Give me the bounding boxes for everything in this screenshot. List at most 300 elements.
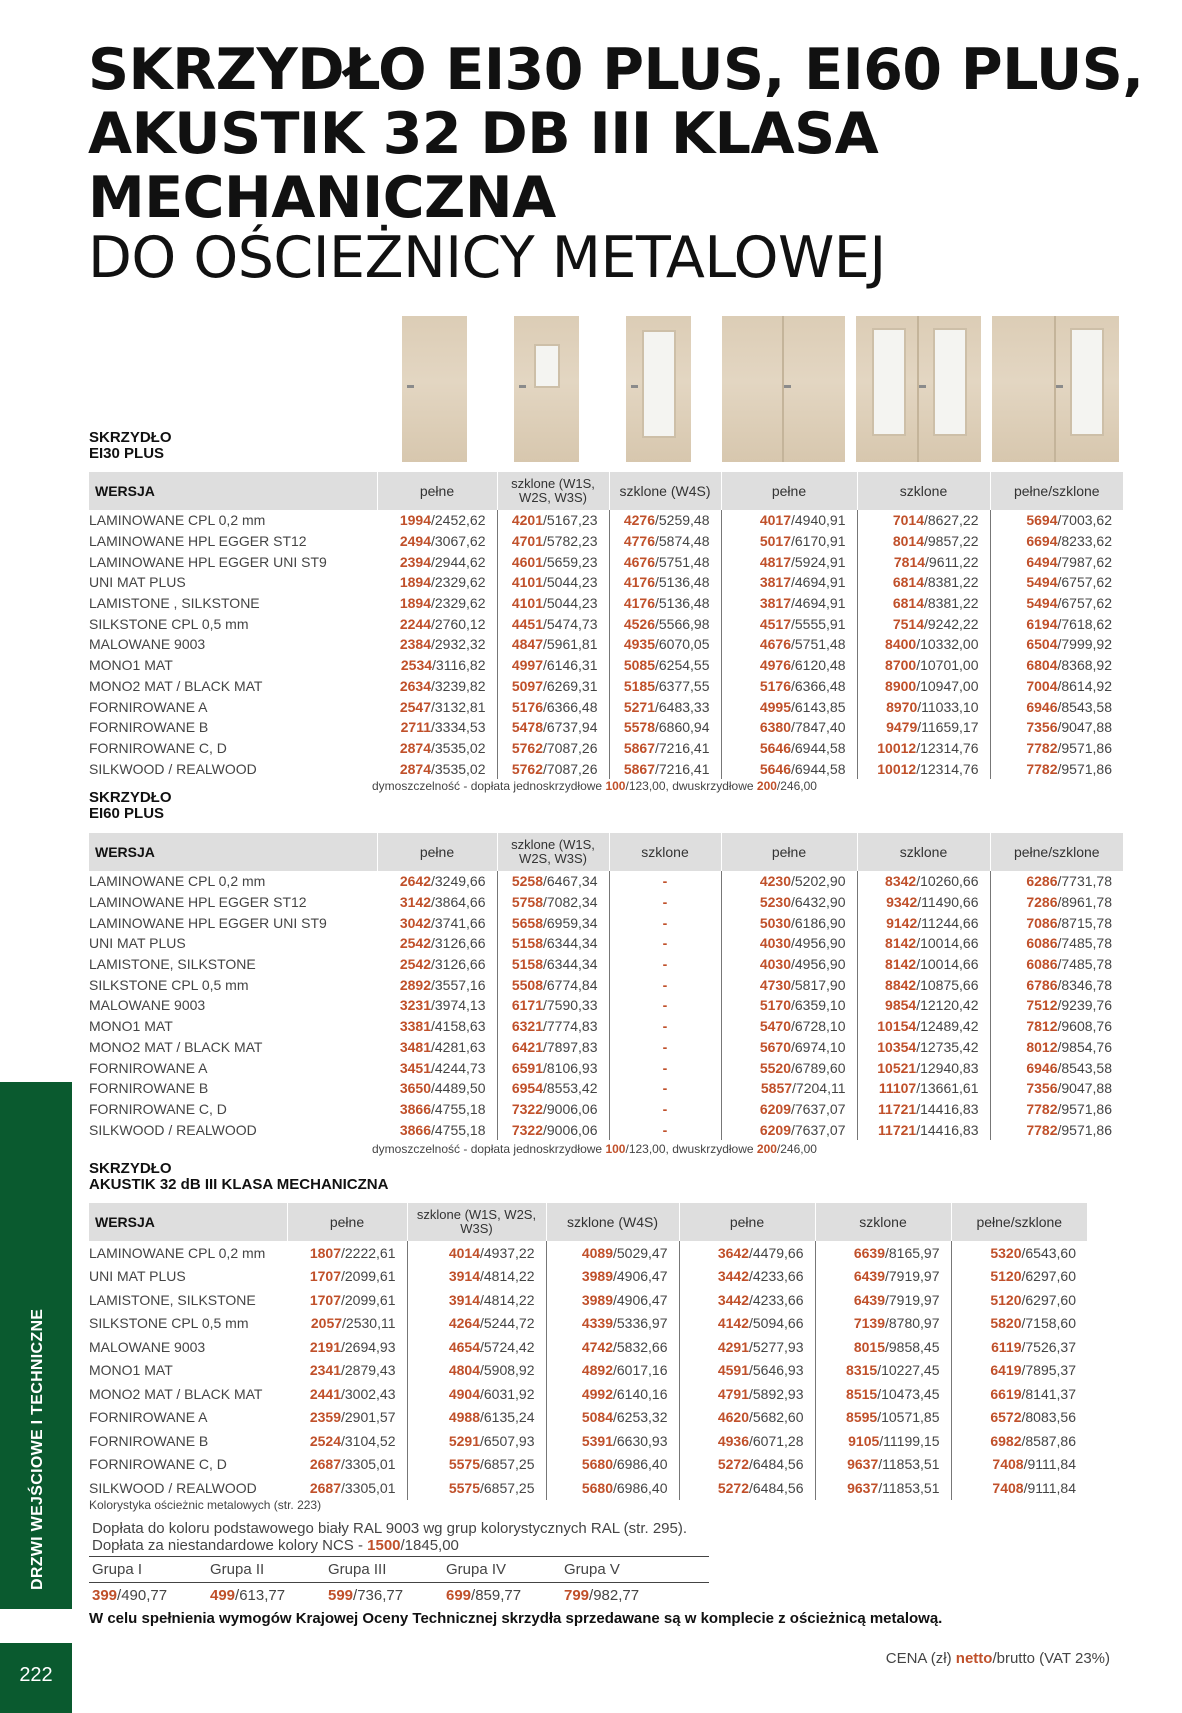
price-gross: /6297,60 xyxy=(1021,1268,1076,1285)
table-row xyxy=(89,871,1123,892)
price-net: 4601 xyxy=(511,553,543,570)
price-cell xyxy=(857,738,990,759)
section-title-ei60: SKRZYDŁO EI60 PLUS xyxy=(89,789,172,822)
price-net: 8014 xyxy=(892,533,924,550)
price-net: 3650 xyxy=(399,1080,431,1097)
price-gross: /6737,94 xyxy=(543,719,598,736)
price-cell xyxy=(497,995,609,1016)
price-cell xyxy=(407,1476,546,1500)
price-gross: /5782,23 xyxy=(543,533,598,550)
price-net: 3442 xyxy=(717,1291,749,1308)
price-gross: /8106,93 xyxy=(543,1059,598,1076)
table-header xyxy=(89,1203,1087,1241)
price-net: 5158 xyxy=(511,935,543,952)
price-gross: /6344,34 xyxy=(543,935,598,952)
price-cell xyxy=(990,912,1123,933)
price-cell xyxy=(951,1359,1087,1383)
smoke-tightness-note: dymoszczelność - dopłata jednoskrzydłowe 100/123,00, dwuskrzydłowe 200/246,00 xyxy=(372,1142,817,1156)
price-gross: /5244,72 xyxy=(480,1315,535,1332)
price-cell xyxy=(721,933,857,954)
row-label: FORNIROWANE B xyxy=(89,1080,209,1097)
price-net: 5670 xyxy=(759,1038,791,1055)
color-group-table xyxy=(89,1556,709,1609)
table-row xyxy=(89,1288,1087,1312)
price-net: 2892 xyxy=(399,976,431,993)
price-net: 6194 xyxy=(1026,615,1058,632)
price-cell xyxy=(990,696,1123,717)
price-gross: /5336,97 xyxy=(613,1315,668,1332)
price-gross: /2222,61 xyxy=(341,1244,396,1261)
table-row xyxy=(89,1119,1123,1140)
price-gross: /8543,58 xyxy=(1057,698,1112,715)
price-cell xyxy=(857,717,990,738)
price-gross: /5892,93 xyxy=(749,1385,804,1402)
price-net: 4676 xyxy=(759,636,791,653)
door-image-glass-w4s xyxy=(626,316,691,462)
price-net: 3989 xyxy=(581,1291,613,1308)
price-net: 2642 xyxy=(399,873,431,890)
price-gross: /7618,62 xyxy=(1057,615,1112,632)
price-cell xyxy=(546,1406,679,1430)
price-net: 4892 xyxy=(581,1362,613,1379)
price-gross: /7485,78 xyxy=(1057,935,1112,952)
price-net: 9105 xyxy=(848,1432,880,1449)
price-gross: /10571,85 xyxy=(877,1409,940,1426)
price-net: 5758 xyxy=(511,894,543,911)
table-row xyxy=(89,892,1123,913)
price-cell-empty: - xyxy=(609,912,721,933)
price-cell xyxy=(721,531,857,552)
price-cell xyxy=(609,676,721,697)
price-gross: /10260,66 xyxy=(916,873,979,890)
price-cell xyxy=(377,1037,497,1058)
price-cell xyxy=(407,1429,546,1453)
column-header: szklone xyxy=(857,472,990,510)
price-cell xyxy=(609,572,721,593)
price-cell xyxy=(857,593,990,614)
price-cell xyxy=(609,593,721,614)
table-header xyxy=(89,472,1123,510)
price-net: 5494 xyxy=(1026,595,1058,612)
price-net: 9342 xyxy=(886,894,918,911)
price-cell xyxy=(721,613,857,634)
price-cell xyxy=(951,1453,1087,1477)
price-gross: /9111,84 xyxy=(1023,1479,1076,1496)
price-cell xyxy=(377,1119,497,1140)
price-gross: /9047,88 xyxy=(1057,719,1112,736)
price-cell xyxy=(377,634,497,655)
price-cell xyxy=(546,1453,679,1477)
price-cell xyxy=(377,892,497,913)
price-gross: /13661,61 xyxy=(916,1080,979,1097)
price-gross: /6254,55 xyxy=(655,657,710,674)
price-gross: /4906,47 xyxy=(613,1268,668,1285)
group-price: 499/613,77 xyxy=(210,1587,286,1605)
price-net: 6639 xyxy=(853,1244,885,1261)
price-gross: /7082,34 xyxy=(543,894,598,911)
price-cell xyxy=(721,696,857,717)
price-net: 6209 xyxy=(759,1121,791,1138)
price-cell xyxy=(287,1241,407,1265)
price-net: 2534 xyxy=(400,657,433,674)
row-label: LAMINOWANE HPL EGGER UNI ST9 xyxy=(89,553,327,570)
row-label: FORNIROWANE A xyxy=(89,1409,208,1426)
price-net: 5158 xyxy=(511,956,543,973)
group-label: Grupa V xyxy=(564,1561,620,1578)
price-cell xyxy=(377,1057,497,1078)
price-net: 4030 xyxy=(759,956,791,973)
price-table-ei60 xyxy=(89,833,1123,1140)
table-row xyxy=(89,1382,1087,1406)
price-net: 6946 xyxy=(1026,698,1058,715)
price-net: 7782 xyxy=(1026,1121,1058,1138)
price-cell xyxy=(815,1335,951,1359)
row-label: MONO1 MAT xyxy=(89,657,173,674)
price-cell xyxy=(377,531,497,552)
price-cell xyxy=(815,1265,951,1289)
table-row xyxy=(89,1312,1087,1336)
row-label: MONO1 MAT xyxy=(89,1018,173,1035)
price-gross: /2944,62 xyxy=(431,553,486,570)
price-net: 6321 xyxy=(511,1018,543,1035)
price-cell xyxy=(497,655,609,676)
column-header: pełne xyxy=(679,1203,815,1241)
price-net: 4997 xyxy=(511,657,543,674)
price-cell xyxy=(721,995,857,1016)
price-gross: /4479,66 xyxy=(749,1244,804,1261)
price-net: 5680 xyxy=(581,1456,613,1473)
price-gross: /7637,07 xyxy=(791,1100,846,1117)
price-cell xyxy=(497,1078,609,1099)
price-gross: /11490,66 xyxy=(917,894,979,911)
price-net: 5120 xyxy=(990,1291,1022,1308)
price-net: 3817 xyxy=(759,574,791,591)
table-row xyxy=(89,531,1123,552)
price-cell xyxy=(721,717,857,738)
group-label: Grupa I xyxy=(92,1561,143,1578)
price-net: 5120 xyxy=(990,1268,1022,1285)
price-cell xyxy=(815,1476,951,1500)
price-cell xyxy=(407,1406,546,1430)
price-net: 4804 xyxy=(448,1362,480,1379)
price-net: 3481 xyxy=(399,1038,431,1055)
price-gross: /12120,42 xyxy=(916,997,979,1014)
price-cell xyxy=(497,531,609,552)
price-cell xyxy=(377,676,497,697)
price-cell xyxy=(287,1265,407,1289)
price-gross: /6789,60 xyxy=(791,1059,846,1076)
column-header: szklone (W1S, W2S, W3S) xyxy=(497,833,609,871)
price-gross: /6974,10 xyxy=(791,1038,846,1055)
price-cell xyxy=(609,613,721,634)
group-label: Grupa III xyxy=(328,1561,387,1578)
price-net: 4291 xyxy=(717,1338,749,1355)
price-cell xyxy=(407,1288,546,1312)
price-net: 5291 xyxy=(448,1432,480,1449)
price-gross: /8627,22 xyxy=(924,512,979,529)
price-gross: /2452,62 xyxy=(431,512,486,529)
price-net: 8342 xyxy=(885,873,917,890)
door-image-double-full xyxy=(722,316,845,462)
price-cell xyxy=(951,1288,1087,1312)
price-cell xyxy=(679,1288,815,1312)
table-row xyxy=(89,634,1123,655)
column-header-version: WERSJA xyxy=(89,472,377,510)
price-gross: /8553,42 xyxy=(543,1080,598,1097)
price-net: 5575 xyxy=(448,1456,480,1473)
price-cell xyxy=(951,1265,1087,1289)
page-subtitle: DO OŚCIEŻNICY METALOWEJ xyxy=(88,225,886,291)
price-gross: /4694,91 xyxy=(791,595,846,612)
column-header: szklone xyxy=(609,833,721,871)
price-net: 4701 xyxy=(511,533,543,550)
price-gross: /3305,01 xyxy=(341,1456,396,1473)
price-net: 4030 xyxy=(759,935,791,952)
price-gross: /7087,26 xyxy=(543,760,598,777)
price-cell xyxy=(377,871,497,892)
price-gross: /10332,00 xyxy=(916,636,979,653)
price-gross: /3126,66 xyxy=(431,956,486,973)
price-cell-empty: - xyxy=(609,933,721,954)
price-cell xyxy=(497,933,609,954)
price-gross: /6860,94 xyxy=(655,719,710,736)
page-title: SKRZYDŁO EI30 PLUS, EI60 PLUS, AKUSTIK 32 DB III KLASA MECHANICZNA xyxy=(88,37,1144,231)
price-cell xyxy=(377,510,497,531)
row-label: LAMINOWANE HPL EGGER UNI ST9 xyxy=(89,914,327,931)
group-labels-row xyxy=(89,1557,709,1583)
table-row xyxy=(89,738,1123,759)
price-net: 4176 xyxy=(623,595,655,612)
price-net: 3442 xyxy=(717,1268,749,1285)
door-image-full xyxy=(402,316,467,462)
price-net: 2687 xyxy=(309,1479,341,1496)
price-gross: /6959,34 xyxy=(543,914,598,931)
price-gross: /3002,43 xyxy=(341,1385,396,1402)
price-cell xyxy=(951,1312,1087,1336)
price-gross: /5961,81 xyxy=(543,636,598,653)
price-cell xyxy=(679,1335,815,1359)
price-net: 5857 xyxy=(760,1080,793,1097)
price-net: 2874 xyxy=(399,739,431,756)
section-title-akustik: SKRZYDŁO AKUSTIK 32 dB III KLASA MECHANICZNA xyxy=(89,1160,389,1193)
price-gross: /6484,56 xyxy=(749,1456,804,1473)
price-net: 7014 xyxy=(892,512,924,529)
price-gross: /9047,88 xyxy=(1057,1080,1112,1097)
price-net: 5097 xyxy=(511,677,543,694)
price-gross: /6986,40 xyxy=(613,1479,668,1496)
table-row xyxy=(89,551,1123,572)
price-cell xyxy=(497,572,609,593)
table-row xyxy=(89,758,1123,779)
price-net: 1894 xyxy=(399,574,431,591)
price-cell xyxy=(990,593,1123,614)
price-cell xyxy=(497,1119,609,1140)
row-label: FORNIROWANE A xyxy=(89,698,208,715)
price-cell xyxy=(377,912,497,933)
price-gross: /6170,91 xyxy=(791,533,846,550)
price-gross: /11033,10 xyxy=(917,698,979,715)
row-label: LAMINOWANE CPL 0,2 mm xyxy=(89,512,266,529)
row-label: LAMINOWANE CPL 0,2 mm xyxy=(89,1244,266,1261)
price-gross: /3239,82 xyxy=(431,677,486,694)
price-cell xyxy=(721,676,857,697)
price-gross: /9611,22 xyxy=(925,553,979,570)
column-header: szklone (W1S, W2S, W3S) xyxy=(497,472,609,510)
price-cell xyxy=(990,1099,1123,1120)
price-gross: /5724,42 xyxy=(480,1338,535,1355)
price-cell xyxy=(815,1241,951,1265)
price-net: 2524 xyxy=(309,1432,341,1449)
price-cell xyxy=(407,1359,546,1383)
price-net: 4017 xyxy=(759,512,791,529)
price-cell xyxy=(857,634,990,655)
price-net: 2191 xyxy=(309,1338,341,1355)
price-net: 4591 xyxy=(717,1362,749,1379)
price-cell xyxy=(497,717,609,738)
price-cell xyxy=(990,676,1123,697)
price-cell xyxy=(546,1429,679,1453)
price-cell xyxy=(377,995,497,1016)
group-label: Grupa IV xyxy=(446,1561,507,1578)
price-gross: /10875,66 xyxy=(916,976,979,993)
price-net: 8700 xyxy=(885,657,917,674)
price-gross: /7485,78 xyxy=(1057,956,1112,973)
price-cell xyxy=(990,954,1123,975)
price-gross: /9006,06 xyxy=(543,1121,598,1138)
price-cell xyxy=(546,1382,679,1406)
row-label: MONO2 MAT / BLACK MAT xyxy=(89,1385,263,1402)
price-net: 6086 xyxy=(1026,935,1058,952)
price-cell xyxy=(990,1037,1123,1058)
price-cell xyxy=(287,1476,407,1500)
price-net: 4101 xyxy=(511,574,543,591)
row-label: FORNIROWANE A xyxy=(89,1059,208,1076)
price-net: 9142 xyxy=(886,914,918,931)
price-gross: /5136,48 xyxy=(655,574,710,591)
price-gross: /7637,07 xyxy=(791,1121,846,1138)
price-cell xyxy=(679,1453,815,1477)
price-net: 6814 xyxy=(892,574,924,591)
price-net: 2341 xyxy=(309,1362,341,1379)
price-gross: /2694,93 xyxy=(341,1338,396,1355)
price-cell xyxy=(679,1241,815,1265)
column-header: pełne/szklone xyxy=(990,833,1123,871)
row-label: FORNIROWANE C, D xyxy=(89,1456,227,1473)
price-cell xyxy=(857,758,990,779)
price-net: 4742 xyxy=(581,1338,613,1355)
price-table-akustik xyxy=(89,1203,1087,1500)
price-net: 1994 xyxy=(399,512,431,529)
row-label: FORNIROWANE B xyxy=(89,1432,209,1449)
price-cell xyxy=(546,1241,679,1265)
price-gross: /5751,48 xyxy=(655,553,710,570)
price-gross: /5874,48 xyxy=(655,533,710,550)
price-cell xyxy=(407,1382,546,1406)
price-net: 5494 xyxy=(1026,574,1058,591)
table-row xyxy=(89,1359,1087,1383)
row-label: UNI MAT PLUS xyxy=(89,1268,186,1285)
price-net: 8142 xyxy=(885,956,917,973)
price-cell xyxy=(857,613,990,634)
price-net: 2687 xyxy=(309,1456,341,1473)
price-net: 5176 xyxy=(511,698,543,715)
price-cell xyxy=(497,510,609,531)
price-net: 6421 xyxy=(511,1038,543,1055)
price-net: 8515 xyxy=(846,1385,878,1402)
price-net: 5176 xyxy=(759,677,791,694)
price-net: 4817 xyxy=(759,553,791,570)
price-net: 6982 xyxy=(990,1432,1022,1449)
price-net: 5391 xyxy=(581,1432,613,1449)
price-cell xyxy=(497,758,609,779)
price-cell-empty: - xyxy=(609,954,721,975)
price-net: 3914 xyxy=(448,1268,480,1285)
column-header: pełne xyxy=(721,472,857,510)
row-label: LAMINOWANE HPL EGGER ST12 xyxy=(89,894,307,911)
price-net: 2634 xyxy=(399,677,431,694)
price-net: 4089 xyxy=(581,1244,613,1261)
price-gross: /5555,91 xyxy=(791,615,846,632)
price-net: 8012 xyxy=(1026,1038,1058,1055)
column-header: szklone (W1S, W2S, W3S) xyxy=(407,1203,546,1241)
price-cell xyxy=(497,1099,609,1120)
price-cell xyxy=(497,912,609,933)
price-net: 4936 xyxy=(717,1432,749,1449)
column-header: pełne xyxy=(287,1203,407,1241)
price-net: 3231 xyxy=(399,997,431,1014)
price-net: 3381 xyxy=(399,1018,431,1035)
price-gross: /6467,34 xyxy=(543,873,598,890)
price-net: 4451 xyxy=(511,615,543,632)
price-net: 6209 xyxy=(759,1100,791,1117)
price-cell xyxy=(609,738,721,759)
price-gross: /9571,86 xyxy=(1057,760,1112,777)
price-cell xyxy=(990,1078,1123,1099)
price-cell-empty: - xyxy=(609,1057,721,1078)
price-cell xyxy=(857,871,990,892)
price-gross: /8381,22 xyxy=(924,595,979,612)
price-gross: /11853,51 xyxy=(878,1456,940,1473)
price-net: 2711 xyxy=(400,719,431,736)
row-label: SILKWOOD / REALWOOD xyxy=(89,760,257,777)
price-cell xyxy=(721,634,857,655)
price-gross: /8233,62 xyxy=(1057,533,1112,550)
price-gross: /6071,28 xyxy=(749,1432,804,1449)
row-label: MALOWANE 9003 xyxy=(89,1338,206,1355)
price-cell xyxy=(721,758,857,779)
price-gross: /7003,62 xyxy=(1057,512,1112,529)
price-cell xyxy=(497,696,609,717)
price-cell xyxy=(609,655,721,676)
price-cell xyxy=(721,912,857,933)
price-gross: /3249,66 xyxy=(431,873,486,890)
price-gross: /6135,24 xyxy=(480,1409,535,1426)
price-gross: /7919,97 xyxy=(885,1268,940,1285)
price-gross: /5751,48 xyxy=(791,636,846,653)
price-gross: /2760,12 xyxy=(431,615,486,632)
price-cell xyxy=(951,1406,1087,1430)
group-label: Grupa II xyxy=(210,1561,265,1578)
price-net: 7356 xyxy=(1026,719,1058,736)
price-gross: /4281,63 xyxy=(431,1038,486,1055)
price-gross: /2530,11 xyxy=(342,1315,396,1332)
price-net: 5272 xyxy=(717,1479,749,1496)
price-gross: /6986,40 xyxy=(613,1456,668,1473)
price-net: 5185 xyxy=(623,677,655,694)
price-gross: /2099,61 xyxy=(341,1291,396,1308)
page-number: 222 xyxy=(19,1664,53,1686)
price-net: 5258 xyxy=(511,873,543,890)
